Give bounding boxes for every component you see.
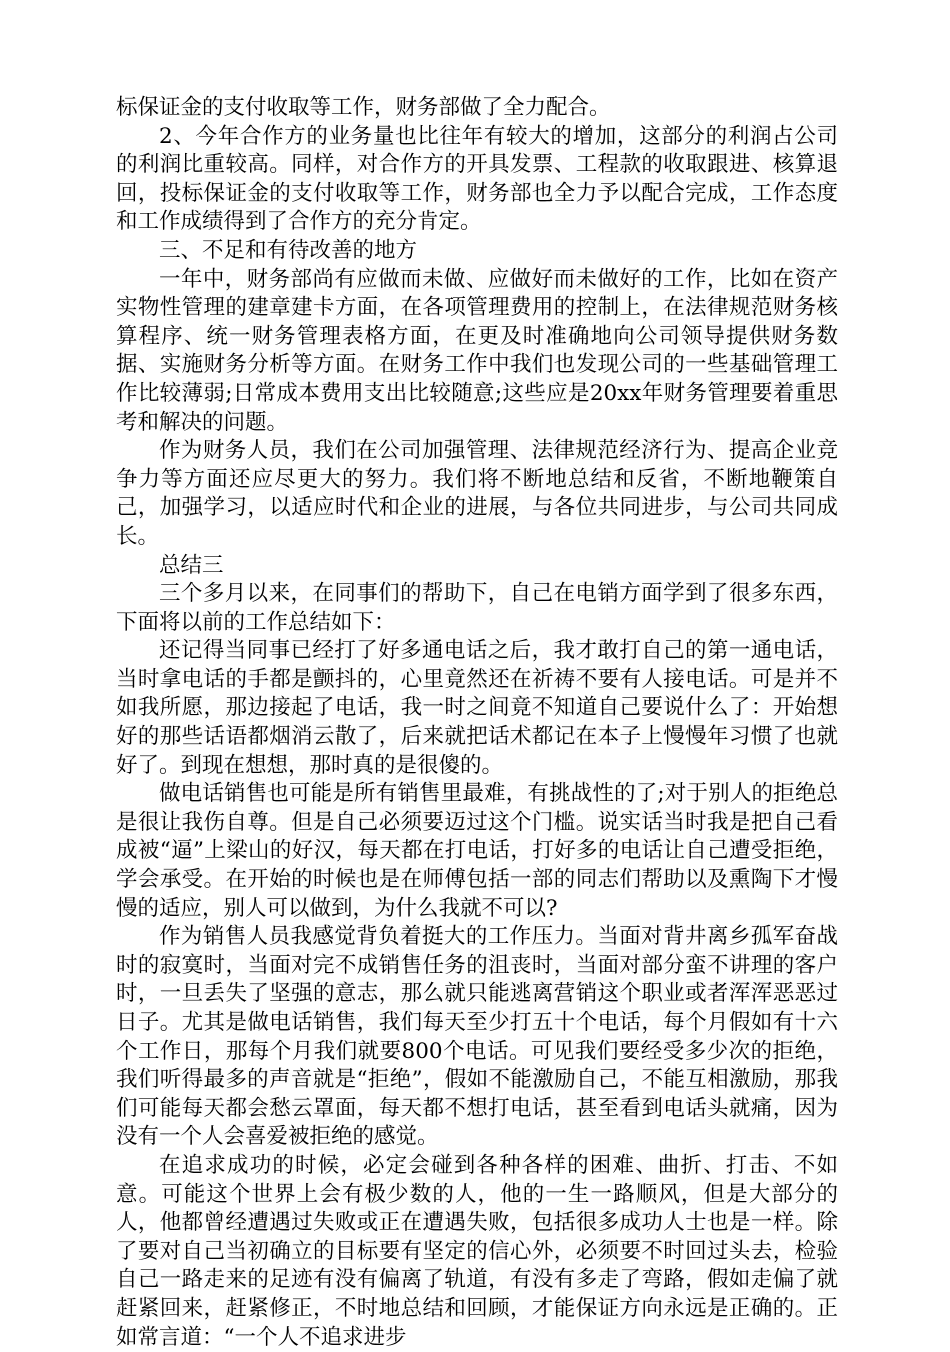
section-heading-shortcomings: 三、不足和有待改善的地方 (159, 237, 418, 263)
paragraph-continuation: 标保证金的支付收取等工作，财务部做了全力配合。 (116, 95, 611, 120)
paragraph-phone-sales: 做电话销售也可能是所有销售里最难，有挑战性的了;对于别人的拒绝总是很让我伤自尊。但是自己必须要迈过这个门槛。说实话当时我是把自己看成被“逼”上梁山的好汉，每天都在打电话，打好多的电话让自己遭受拒绝，学会承受。在开始的时候也是在师傅包括一部的同志们帮助以及熏陶下才慢慢的适应，别人可以做到，为什么我就不可以? (116, 781, 838, 921)
paragraph-success: 在追求成功的时候，必定会碰到各种各样的困难、曲折、打击、不如意。可能这个世界上会有极少数的人，他的一生一路顺风，但是大部分的人，他都曾经遭遇过失败或正在遭遇失败，包括很多成功人士也是一样。除了要对自己当初确立的目标要有坚定的信心外，必须要不时回过头去，检验自己一路走来的足迹有没有偏离了轨道，有没有多走了弯路，假如走偏了就赶紧回来，赶紧修正，不时地总结和回顾，才能保证方向永远是正确的。正如常言道：“一个人不追求进步 (116, 1152, 838, 1350)
paragraph-pressure: 作为销售人员我感觉背负着挺大的工作压力。当面对背井离乡孤军奋战时的寂寞时，当面对完不成销售任务的沮丧时，当面对部分蛮不讲理的客户时，一旦丢失了坚强的意志，那么就只能逃离营销这个职业或者浑浑恶恶过日子。尤其是做电话销售，我们每天至少打五十个电话，每个月假如有十六个工作日，那每个月我们就要800个电话。可见我们要经受多少次的拒绝，我们听得最多的声音就是“拒绝”，假如不能激励自己，不能互相激励，那我们可能每天都会愁云罩面，每天都不想打电话，甚至看到电话头就痛，因为没有一个人会喜爱被拒绝的感觉。 (116, 924, 838, 1150)
document-body (116, 94, 838, 1352)
section-heading-summary-three: 总结三 (159, 552, 224, 578)
paragraph-shortcomings: 一年中，财务部尚有应做而未做、应做好而未做好的工作，比如在资产实物性管理的建章建卡方面，在各项管理费用的控制上，在法律规范财务核算程序、统一财务管理表格方面，在更及时准确地向公司领导提供财务数据、实施财务分析等方面。在财务工作中我们也发现公司的一些基础管理工作比较薄弱;日常成本费用支出比较随意;这些应是20xx年财务管理要着重思考和解决的问题。 (116, 266, 838, 435)
paragraph-intro: 三个多月以来，在同事们的帮助下，自己在电销方面学到了很多东西，下面将以前的工作总结如下： (116, 581, 838, 635)
paragraph-partner-business: 2、今年合作方的业务量也比往年有较大的增加，这部分的利润占公司的利润比重较高。同样，对合作方的开具发票、工程款的收取跟进、核算退回，投标保证金的支付收取等工作，财务部也全力予以配合完成，工作态度和工作成绩得到了合作方的充分肯定。 (116, 123, 838, 235)
paragraph-finance-staff: 作为财务人员，我们在公司加强管理、法律规范经济行为、提高企业竞争力等方面还应尽更大的努力。我们将不断地总结和反省，不断地鞭策自己，加强学习，以适应时代和企业的进展，与各位共同进步，与公司共同成长。 (116, 438, 838, 549)
paragraph-first-call: 还记得当同事已经打了好多通电话之后，我才敢打自己的第一通电话，当时拿电话的手都是颤抖的，心里竟然还在祈祷不要有人接电话。可是并不如我所愿，那边接起了电话，我一时之间竟不知道自己要说什么了：开始想好的那些话语都烟消云散了，后来就把话术都记在本子上慢慢年习惯了也就好了。到现在想想，那时真的是很傻的。 (116, 638, 838, 778)
